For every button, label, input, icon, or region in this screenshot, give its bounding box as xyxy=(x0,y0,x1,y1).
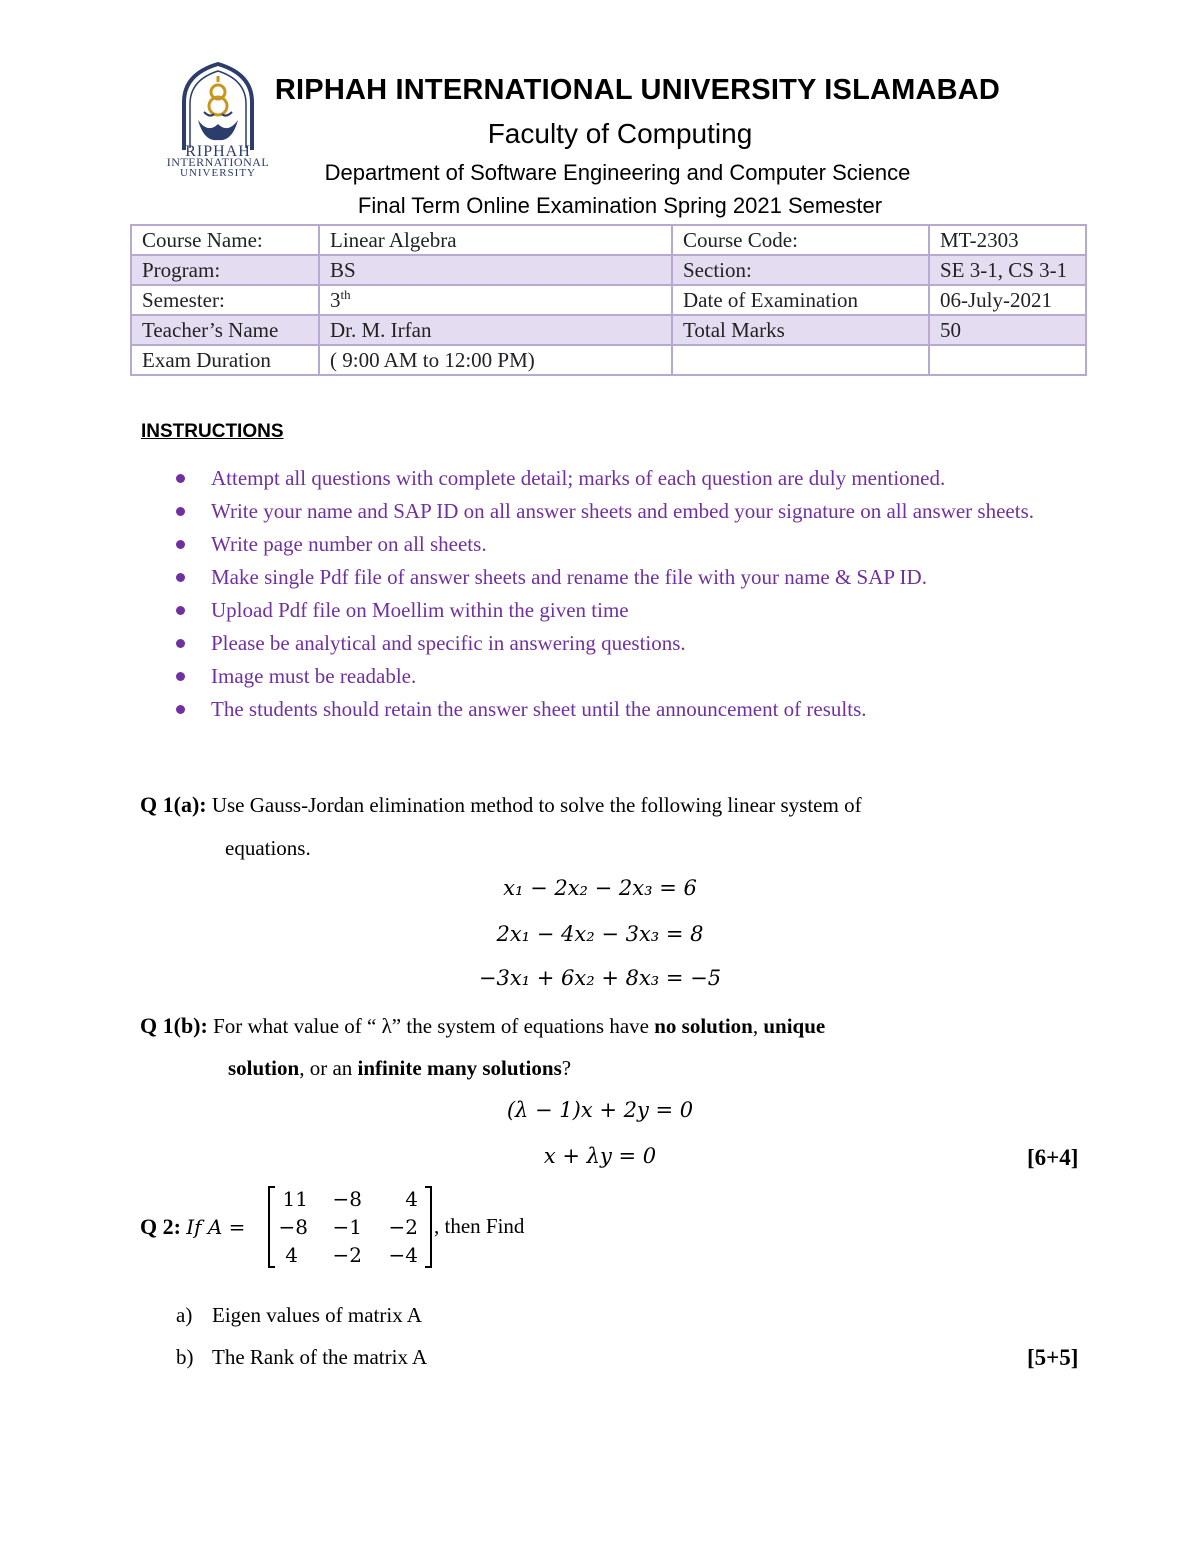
table-cell xyxy=(319,285,672,315)
sub-question-text: The Rank of the matrix A xyxy=(212,1345,428,1369)
right-bracket xyxy=(425,1186,432,1268)
matrix-cell: −8 xyxy=(332,1187,362,1211)
matrix-cell: −1 xyxy=(332,1215,362,1239)
question-1a xyxy=(140,792,862,818)
table-cell: SE 3-1, CS 3-1 xyxy=(929,255,1086,285)
sub-question-text: Eigen values of matrix A xyxy=(212,1303,422,1327)
instruction-text: Please be analytical and specific in answering questions. xyxy=(211,631,686,655)
emphasis-text: unique xyxy=(763,1014,826,1038)
table-cell: ( 9:00 AM to 12:00 PM) xyxy=(319,345,672,375)
table-cell: 06-July-2021 xyxy=(929,285,1086,315)
list-item xyxy=(140,462,1100,495)
question-1b-continued xyxy=(228,1056,571,1081)
table-cell: Date of Examination xyxy=(672,285,929,315)
equation-line: x₁ − 2x₂ − 2x₃ = 6 xyxy=(503,876,697,900)
emphasis-text: solution xyxy=(228,1056,300,1080)
bullet-icon xyxy=(176,507,185,516)
equation-line: 2x₁ − 4x₂ − 3x₃ = 8 xyxy=(496,922,704,946)
logo-line-2: INTERNATIONAL xyxy=(166,155,270,169)
table-cell: 50 xyxy=(929,315,1086,345)
instructions-list xyxy=(140,462,1100,726)
table-cell: Exam Duration xyxy=(131,345,319,375)
instruction-text: Write page number on all sheets. xyxy=(211,532,487,556)
table-row xyxy=(131,225,1086,255)
matrix-cell: 11 xyxy=(282,1187,308,1211)
marks-label: [6+4] xyxy=(1027,1145,1079,1170)
table-cell: Teacher’s Name xyxy=(131,315,319,345)
question-2 xyxy=(140,1214,245,1240)
question-1b xyxy=(140,1013,825,1039)
logo-line-3: UNIVERSITY xyxy=(180,167,256,179)
semester-suffix: th xyxy=(340,287,351,302)
matrix-a xyxy=(268,1186,432,1268)
list-item xyxy=(140,660,1100,693)
table-cell xyxy=(672,345,929,375)
emphasis-text: no solution xyxy=(654,1014,753,1038)
instruction-text: Image must be readable. xyxy=(211,664,417,688)
table-cell: Linear Algebra xyxy=(319,225,672,255)
table-cell: BS xyxy=(319,255,672,285)
emphasis-text: infinite many solutions xyxy=(357,1056,562,1080)
bullet-icon xyxy=(176,639,185,648)
question-text: For what value of “ λ” the system of equations have xyxy=(213,1014,655,1038)
table-row xyxy=(131,255,1086,285)
table-cell: Dr. M. Irfan xyxy=(319,315,672,345)
table-row xyxy=(131,285,1086,315)
equation-line: −3x₁ + 6x₂ + 8x₃ = −5 xyxy=(478,966,722,990)
instructions-heading: INSTRUCTIONS xyxy=(141,421,284,442)
bullet-icon xyxy=(176,573,185,582)
marks-label: [5+5] xyxy=(1027,1345,1079,1370)
question-text: , or an xyxy=(299,1056,358,1080)
question-1a-continued: equations. xyxy=(225,836,311,860)
question-text: Use Gauss-Jordan elimination method to solve the following linear system of xyxy=(211,793,862,817)
instruction-text: Upload Pdf file on Moellim within the given time xyxy=(211,598,629,622)
list-item xyxy=(140,495,1100,528)
matrix-cell: −2 xyxy=(388,1215,418,1239)
equation-line: (λ − 1)x + 2y = 0 xyxy=(506,1098,694,1122)
table-row xyxy=(131,315,1086,345)
instruction-text: The students should retain the answer sheet until the announcement of results. xyxy=(211,697,867,721)
matrix-cell: −8 xyxy=(278,1215,308,1239)
logo-wordmark xyxy=(162,143,274,179)
bullet-icon xyxy=(176,540,185,549)
instruction-text: Make single Pdf file of answer sheets and rename the file with your name & SAP ID. xyxy=(211,565,927,589)
table-cell: Section: xyxy=(672,255,929,285)
course-info-table xyxy=(130,224,1087,376)
faculty-title: Faculty of Computing xyxy=(487,118,753,149)
matrix-cell: −4 xyxy=(388,1243,418,1267)
matrix-prefix: If A = xyxy=(186,1215,246,1239)
bullet-icon xyxy=(176,705,185,714)
list-item xyxy=(140,594,1100,627)
table-cell: Total Marks xyxy=(672,315,929,345)
logo-line-1: RIPHAH xyxy=(185,143,251,160)
table-cell xyxy=(929,345,1086,375)
bullet-icon xyxy=(176,672,185,681)
matrix-cell: 4 xyxy=(285,1243,298,1267)
question-text: , xyxy=(752,1014,764,1038)
question-2-suffix: , then Find xyxy=(434,1214,525,1238)
question-label: Q 2: xyxy=(140,1214,181,1239)
instruction-text: Write your name and SAP ID on all answer sheets and embed your signature on all answer sheets. xyxy=(211,499,1034,523)
semester-value: 3 xyxy=(330,288,341,312)
sub-question-b xyxy=(176,1345,427,1370)
sub-question-letter: a) xyxy=(176,1303,193,1327)
question-label: Q 1(b): xyxy=(140,1013,208,1038)
table-cell: MT-2303 xyxy=(929,225,1086,255)
instruction-text: Attempt all questions with complete detail; marks of each question are duly mentioned. xyxy=(211,466,946,490)
bullet-icon xyxy=(176,474,185,483)
question-text: ? xyxy=(561,1056,572,1080)
list-item xyxy=(140,627,1100,660)
question-label: Q 1(a): xyxy=(140,792,207,817)
university-title: RIPHAH INTERNATIONAL UNIVERSITY ISLAMABAD xyxy=(274,74,1001,106)
table-cell: Course Name: xyxy=(131,225,319,255)
exam-title: Final Term Online Examination Spring 2021 Semester xyxy=(357,193,883,218)
bullet-icon xyxy=(176,606,185,615)
list-item xyxy=(140,693,1100,726)
sub-question-letter: b) xyxy=(176,1345,194,1369)
department-title: Department of Software Engineering and Computer Science xyxy=(324,160,911,185)
table-cell: Semester: xyxy=(131,285,319,315)
equation-line: x + λy = 0 xyxy=(543,1144,657,1168)
table-cell: Program: xyxy=(131,255,319,285)
table-cell: Course Code: xyxy=(672,225,929,255)
sub-question-a xyxy=(176,1303,422,1328)
matrix-cell: 4 xyxy=(405,1187,418,1211)
table-row xyxy=(131,345,1086,375)
matrix-cell: −2 xyxy=(332,1243,362,1267)
list-item xyxy=(140,561,1100,594)
list-item xyxy=(140,528,1100,561)
